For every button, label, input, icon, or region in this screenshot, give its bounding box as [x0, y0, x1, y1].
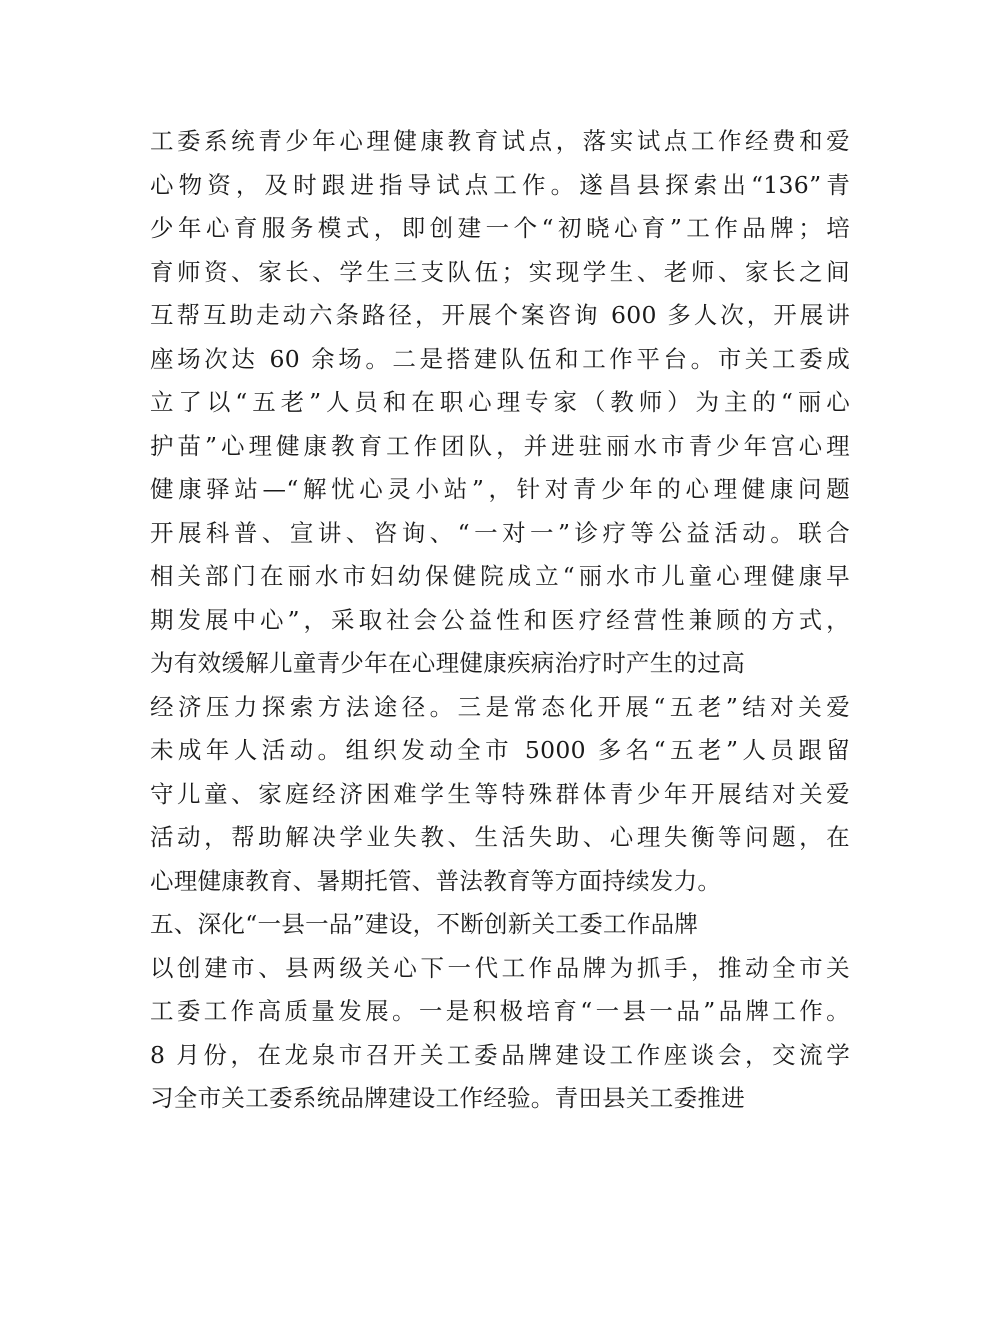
text-line: 经济压力探索方法途径。三是常态化开展“五老”结对关爱 — [150, 692, 850, 721]
text-line: 活动，帮助解决学业失教、生活失助、心理失衡等问题，在 — [150, 823, 850, 851]
text-line: 五、深化“一县一品”建设，不断创新关工委工作品牌 — [150, 910, 699, 938]
text-line: 护苗”心理健康教育工作团队，并进驻丽水市青少年宫心理 — [150, 431, 850, 460]
text-line: 为有效缓解儿童青少年在心理健康疾病治疗时产生的过高 — [150, 649, 745, 677]
text-line: 工委工作高质量发展。一是积极培育“一县一品”品牌工作。 — [150, 997, 850, 1025]
text-line: 相关部门在丽水市妇幼保健院成立“丽水市儿童心理健康早 — [150, 562, 850, 590]
body-text — [150, 120, 850, 1121]
text-line: 开展科普、宣讲、咨询、“一对一”诊疗等公益活动。联合 — [150, 518, 850, 547]
text-line: 育师资、家长、学生三支队伍；实现学生、老师、家长之间 — [150, 257, 850, 286]
text-line: 期发展中心”，采取社会公益性和医疗经营性兼顾的方式， — [150, 605, 850, 634]
text-line: 守儿童、家庭经济困难学生等特殊群体青少年开展结对关爱 — [150, 779, 850, 808]
text-line: 以创建市、县两级关心下一代工作品牌为抓手，推动全市关 — [150, 953, 850, 982]
text-line: 工委系统青少年心理健康教育试点，落实试点工作经费和爱 — [150, 127, 850, 155]
text-line: 心物资，及时跟进指导试点工作。遂昌县探索出“136”青 — [150, 170, 850, 199]
text-line: 互帮互助走动六条路径，开展个案咨询 600 多人次，开展讲 — [150, 301, 850, 329]
text-line: 座场次达 60 余场。二是搭建队伍和工作平台。市关工委成 — [150, 344, 850, 373]
text-line: 心理健康教育、暑期托管、普法教育等方面持续发力。 — [150, 866, 722, 895]
text-line: 健康驿站—“解忧心灵小站”，针对青少年的心理健康问题 — [150, 475, 850, 503]
text-line: 少年心育服务模式，即创建一个“初晓心育”工作品牌；培 — [150, 214, 850, 242]
text-line: 习全市关工委系统品牌建设工作经验。青田县关工委推进 — [150, 1084, 745, 1112]
text-line: 立了以“五老”人员和在职心理专家（教师）为主的“丽心 — [150, 388, 850, 416]
text-line: 8 月份，在龙泉市召开关工委品牌建设工作座谈会，交流学 — [150, 1040, 850, 1069]
text-line: 未成年人活动。组织发动全市 5000 多名“五老”人员跟留 — [150, 736, 850, 764]
